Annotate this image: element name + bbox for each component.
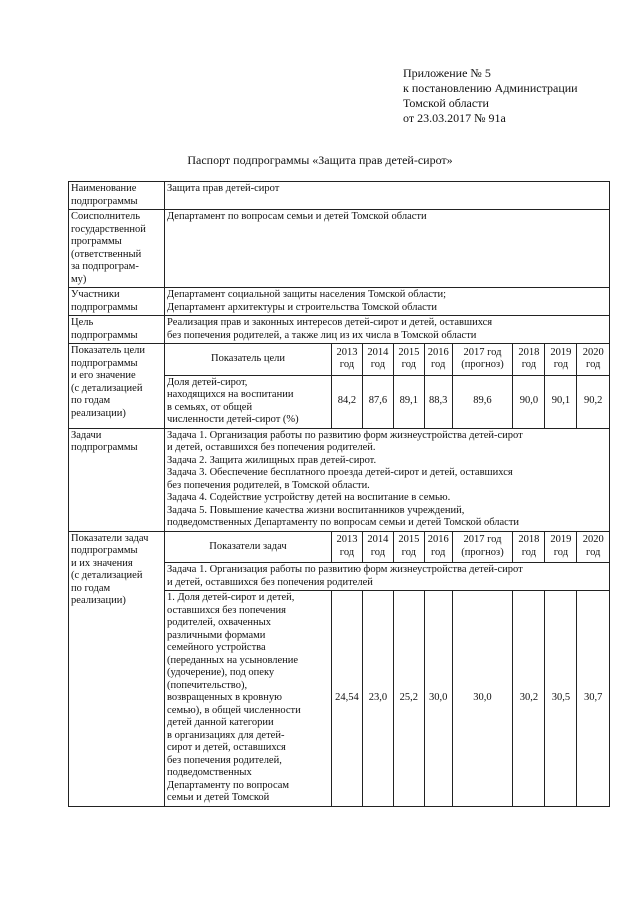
indicator-value: 90,0 xyxy=(513,375,545,428)
row-participants xyxy=(69,288,610,316)
task-indicator-row xyxy=(165,591,609,806)
row-name xyxy=(69,182,610,210)
appendix-block xyxy=(403,66,578,126)
row-task-indicators xyxy=(69,531,610,806)
year-header: 2020 год xyxy=(577,344,609,375)
passport-table xyxy=(68,181,610,807)
year-header: 2018 год xyxy=(513,532,545,563)
task-line: Задача 5. Повышение качества жизни воспитанников учреждений, xyxy=(167,504,465,516)
year-header: 2020 год xyxy=(577,532,609,563)
goal-indicator-row xyxy=(165,375,609,428)
task-indicator-header: Показатели задач xyxy=(165,532,332,563)
row-tasks-value xyxy=(165,428,610,531)
year-header: 2016 год xyxy=(424,532,452,563)
task-line: и детей, оставшихся без попечения родителей. xyxy=(167,442,376,453)
task-indicators-cell xyxy=(165,531,610,806)
indicator-value: 84,2 xyxy=(332,375,363,428)
indicator-value: 23,0 xyxy=(362,591,393,806)
appendix-date: от 23.03.2017 № 91а xyxy=(403,111,506,125)
year-header: 2016 год xyxy=(424,344,452,375)
indicator-value: 89,1 xyxy=(393,375,424,428)
indicator-value: 30,5 xyxy=(545,591,577,806)
task-line: без попечения родителей, в Томской области. xyxy=(167,479,370,491)
row-task-indicators-label: Показатели задач подпрограммы и их значения (с детализацией по годам реализации) xyxy=(69,531,165,806)
year-header: 2018 год xyxy=(513,344,545,375)
row-coexecutor xyxy=(69,210,610,288)
task-indicators-header xyxy=(165,532,609,563)
year-header: 2015 год xyxy=(393,532,424,563)
goal-indicators-cell xyxy=(165,344,610,429)
row-coexecutor-value: Департамент по вопросам семьи и детей Томской области xyxy=(165,210,610,288)
appendix-region: Томской области xyxy=(403,96,489,110)
indicator-value: 89,6 xyxy=(452,375,513,428)
row-goal-label: Цель подпрограммы xyxy=(69,316,165,344)
task-indicators-table xyxy=(165,532,609,806)
task1-title: Задача 1. Организация работы по развитию форм жизнеустройства детей-сирот и детей, оставшихся без попечения родителей xyxy=(165,563,609,591)
task-line: Задача 4. Содействие устройству детей на воспитание в семью. xyxy=(167,492,451,503)
year-header: 2019 год xyxy=(545,532,577,563)
goal-indicator-name: Доля детей-сирот, находящихся на воспитании в семьях, от общей численности детей-сирот (%) xyxy=(165,375,332,428)
row-goal-indicators xyxy=(69,344,610,429)
appendix-resolution: к постановлению Администрации xyxy=(403,81,578,95)
row-tasks xyxy=(69,428,610,531)
goal-indicators-table xyxy=(165,344,609,428)
row-participants-value: Департамент социальной защиты населения Томской области; Департамент архитектуры и строительства Томской области xyxy=(165,288,610,316)
indicator-value: 90,1 xyxy=(545,375,577,428)
year-header: 2013 год xyxy=(332,344,363,375)
task1-row xyxy=(165,563,609,591)
task-line: Задача 1. Организация работы по развитию форм жизнеустройства детей-сирот xyxy=(167,429,523,441)
indicator-value: 30,0 xyxy=(424,591,452,806)
task-line: Задача 3. Обеспечение бесплатного проезда детей-сирот и детей, оставшихся xyxy=(167,467,513,478)
appendix-title: Приложение № 5 xyxy=(403,66,491,80)
row-tasks-label: Задачи подпрограммы xyxy=(69,428,165,531)
year-header: 2014 год xyxy=(362,344,393,375)
indicator-value: 30,2 xyxy=(513,591,545,806)
indicator-value: 30,0 xyxy=(452,591,513,806)
year-header: 2017 год (прогноз) xyxy=(452,344,513,375)
row-goal xyxy=(69,316,610,344)
document-title: Паспорт подпрограммы «Защита прав детей-сирот» xyxy=(187,153,453,167)
year-header: 2013 год xyxy=(332,532,363,563)
task-line: Задача 2. Защита жилищных прав детей-сирот. xyxy=(167,454,377,466)
goal-indicators-header xyxy=(165,344,609,375)
year-header: 2015 год xyxy=(393,344,424,375)
row-goal-indicators-label: Показатель цели подпрограммы и его значение (с детализацией по годам реализации) xyxy=(69,344,165,429)
goal-indicator-header: Показатель цели xyxy=(165,344,332,375)
task-line: подведомственных Департаменту по вопросам семьи и детей Томской области xyxy=(167,517,520,528)
year-header: 2017 год (прогноз) xyxy=(452,532,513,563)
year-header: 2014 год xyxy=(362,532,393,563)
row-goal-value: Реализация прав и законных интересов детей-сирот и детей, оставшихся без попечения родителей, а также лиц из их числа в Томской области xyxy=(165,316,610,344)
indicator-value: 30,7 xyxy=(577,591,609,806)
year-header: 2019 год xyxy=(545,344,577,375)
indicator-value: 90,2 xyxy=(577,375,609,428)
indicator-value: 25,2 xyxy=(393,591,424,806)
task-indicator-name: 1. Доля детей-сирот и детей, оставшихся без попечения родителей, охваченных различными формами семейного устройства (переданных на усыновление (удочерение), под опеку (попечительство), возвращенных в кровную семью), в общей численности детей данной категории в организациях для детей- сирот и детей, оставшихся без попечения родителей, подведомственных Департаменту по вопросам семьи и детей Томской xyxy=(165,591,332,806)
row-name-label: Наименование подпрограммы xyxy=(69,182,165,210)
indicator-value: 88,3 xyxy=(424,375,452,428)
indicator-value: 24,54 xyxy=(332,591,363,806)
row-participants-label: Участники подпрограммы xyxy=(69,288,165,316)
row-name-value: Защита прав детей-сирот xyxy=(165,182,610,210)
indicator-value: 87,6 xyxy=(362,375,393,428)
row-coexecutor-label: Соисполнитель государственной программы (ответственный за подпрограм- му) xyxy=(69,210,165,288)
